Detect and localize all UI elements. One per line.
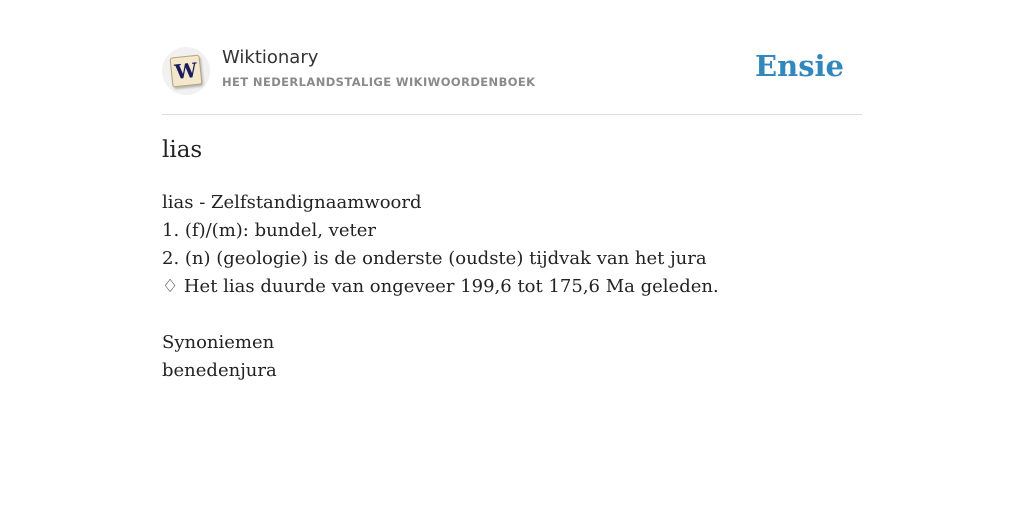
site-tagline: HET NEDERLANDSTALIGE WIKIWOORDENBOEK bbox=[222, 75, 536, 89]
logo-tile bbox=[170, 55, 203, 88]
definition-1: 1. (f)/(m): bundel, veter bbox=[162, 220, 376, 241]
synonyms-heading: Synoniemen bbox=[162, 332, 275, 353]
page-title: lias bbox=[162, 137, 203, 163]
logo-letter: W bbox=[173, 57, 199, 85]
entry-content bbox=[162, 189, 862, 385]
example-sentence: ♢ Het lias duurde van ongeveer 199,6 tot 175,6 Ma geleden. bbox=[162, 276, 719, 297]
definition-2: 2. (n) (geologie) is de onderste (oudste) tijdvak van het jura bbox=[162, 248, 707, 269]
site-title[interactable]: Wiktionary bbox=[222, 47, 319, 68]
site-header bbox=[162, 44, 862, 115]
ensie-brand-link[interactable]: Ensie bbox=[755, 49, 844, 83]
part-of-speech-line: lias - Zelfstandignaamwoord bbox=[162, 192, 422, 213]
wiktionary-logo-icon[interactable] bbox=[162, 47, 210, 95]
spacer bbox=[162, 301, 862, 329]
synonym-item: benedenjura bbox=[162, 360, 277, 381]
page bbox=[162, 0, 862, 512]
